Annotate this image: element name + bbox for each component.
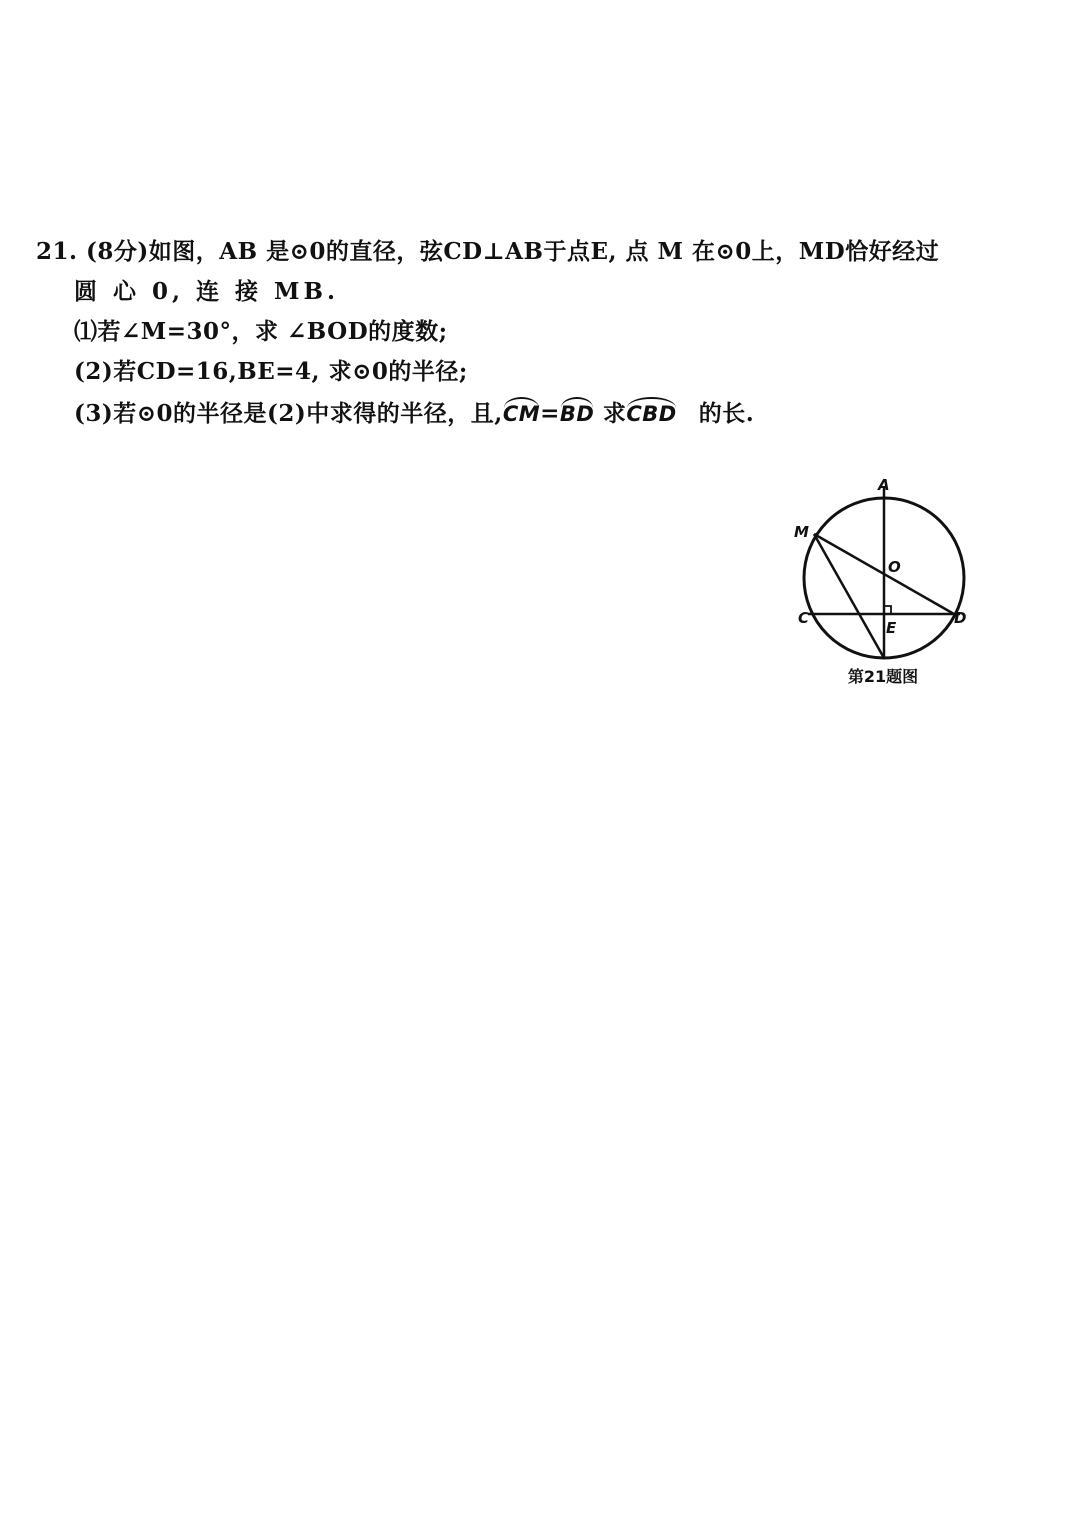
- question-part-2: (2)若CD=16,BE=4, 求⊙0的半径;: [74, 358, 468, 385]
- arc-cm: CM: [503, 394, 540, 432]
- circle-diagram: [778, 468, 988, 668]
- question-stem-line-2: 圆 心 0, 连 接 MB.: [74, 278, 339, 305]
- question-21: [36, 234, 996, 434]
- label-m: M: [794, 523, 809, 541]
- label-a: A: [878, 476, 890, 494]
- part-3-prefix: (3)若⊙0的半径是(2)中求得的半径，且,: [74, 400, 503, 427]
- label-o: O: [888, 558, 901, 576]
- question-stem-line-1: 21. (8分)如图，AB 是⊙0的直径，弦CD⊥AB于点E, 点 M 在⊙0上，MD恰好经过: [36, 238, 940, 265]
- label-e: E: [886, 619, 897, 637]
- label-d: D: [954, 609, 967, 627]
- geometry-figure: [778, 468, 988, 693]
- question-part-3: [36, 394, 996, 430]
- part-3-suffix: 的长.: [698, 400, 755, 427]
- arc-cbd: CBD: [626, 394, 676, 432]
- question-part-1: ⑴若∠M=30°，求 ∠BOD的度数;: [74, 318, 448, 345]
- part-3-equals: =: [540, 400, 560, 427]
- arc-bd: BD: [560, 394, 594, 432]
- part-3-ask: 求: [594, 400, 627, 427]
- label-c: C: [798, 609, 810, 627]
- figure-caption: 第21题图: [847, 667, 919, 686]
